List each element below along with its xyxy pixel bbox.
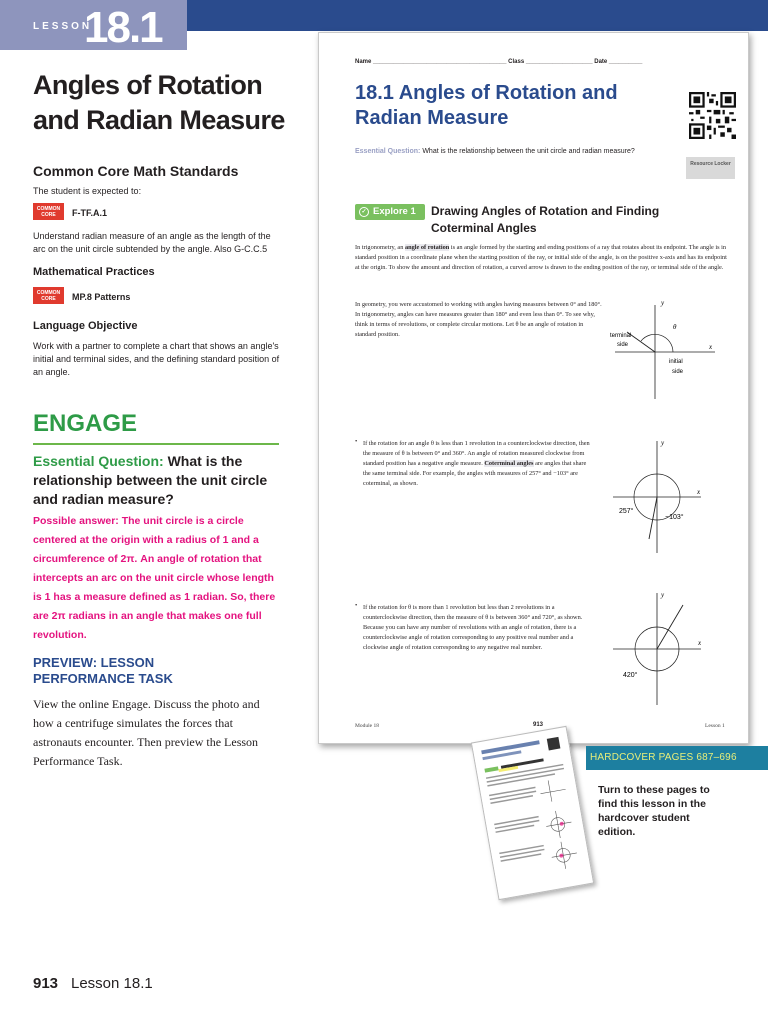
fig1-y-label: y [661,299,665,307]
page-essential-question [355,148,685,155]
paragraph-angle-of-rotation [355,243,730,273]
page-footer-lesson: Lesson 1 [705,723,725,729]
possible-answer: Possible answer: The unit circle is a circle centered at the origin with a radius of 1 and a circumference of 2π. An angle of rotation that intercepts an arc on the unit circle whose length is 1 has a measure defined as 1 radian. So, there are 2π radians in an angle that makes one full revolution. [33,515,276,641]
practice-code: MP.8 Patterns [72,292,131,302]
hardcover-instructions: Turn to these pages to find this lesson in the hardcover student edition. [598,784,710,838]
fig2-neg103-label: −103° [665,514,684,521]
fig3-y-label: y [661,591,665,599]
lesson-title: Angles of Rotation and Radian Measure [33,70,285,135]
standard-code: F-TF.A.1 [72,208,107,218]
engage-divider [33,443,279,445]
para1-start: In trigonometry, an [355,244,405,251]
essential-question-label: Essential Question: [33,453,164,469]
hardcover-pages-bar: HARDCOVER PAGES 687–696 [586,746,768,770]
fig3-x-label: x [698,639,702,647]
fig3-420-label: 420° [623,672,638,679]
resource-locker-button[interactable]: Resource Locker [686,157,735,179]
footer-page-number: 913 [33,975,59,992]
fig2-257-label: 257° [619,508,634,515]
explore-icon: ✓ [359,207,369,217]
bullet-icon: • [355,438,358,445]
paragraph-multiple-revolutions: If the rotation for θ is more than 1 revolution but less than 2 revolutions in a counterclockwise direction, then the measure of θ is between 360° and 720°, as shown. Because you can have any number of revolutions with an angle of rotation, there is a counterclockwise angle of rotation corresponding to any positive real number and a clockwise angle of rotation corresponding to any negative real number. [363,604,583,651]
fig1-initial-side-label: side [672,369,684,375]
lesson-word: LESSON [33,21,93,32]
page-essential-question-text: What is the relationship between the unit circle and radian measure? [422,148,635,155]
explore-label: Explore 1 [355,204,425,220]
fig1-initial-label: initial [669,359,683,365]
fig2-y-label: y [661,439,665,447]
para3-end: are angles that share the same terminal side. For example, the angles with measures of 257° and −103° are coterminal, as shown. [363,460,587,487]
common-core-badge: COMMON CORE [33,287,64,304]
common-core-badge: COMMON CORE [33,203,64,220]
paragraph-coterminal [363,439,595,489]
para3-start: If the rotation for an angle θ is less than 1 revolution in a counterclockwise direction, then the measure of θ is between 0° and 360°. An angle of rotation measured clockwise from standard position has a negative angle measure. [363,440,590,467]
standard-description: Understand radian measure of an angle as the length of the arc on the unit circle subtended by the angle. Also G-C.C.5 [33,231,271,254]
standards-subtitle: The student is expected to: [33,186,142,196]
essential-question-text: What is the relationship between the unit circle and radian measure? [33,453,268,507]
fig2-x-label: x [697,488,701,496]
fig1-theta-label: θ [673,323,677,331]
page-title: 18.1 Angles of Rotation and Radian Measure [355,82,618,129]
term-coterminal-angles: Coterminal angles [484,460,534,467]
bullet-icon: • [355,602,358,609]
preview-text: View the online Engage. Discuss the photo and how a centrifuge simulates the forces that astronauts encounter. Then preview the Lesson Performance Task. [33,697,260,768]
explore-title: Drawing Angles of Rotation and Finding Coterminal Angles [431,204,660,235]
page-footer-number: 913 [533,722,544,728]
lesson-number: 18.1 [84,3,162,52]
student-page [318,32,749,744]
term-angle-of-rotation: angle of rotation [404,244,450,251]
fig1-terminal-label: terminal [610,333,632,339]
engage-heading: ENGAGE [33,410,138,437]
page-footer-module: Module 18 [355,723,379,729]
footer-lesson: Lesson 18.1 [71,975,153,992]
practices-heading: Mathematical Practices [33,266,155,278]
para1-end: is an angle formed by the starting and ending positions of a ray that rotates about its endpoint. The angle is in standard position in a coordinate plane when the starting position of the ray, or initial side of the angle, is on the positive x-axis and has its endpoint at the origin. To show the amount and direction of rotation, a curved arrow is drawn to the ending position of the ray, or terminal side of the angle. [355,244,727,271]
coterminal-angles-diagram [601,435,721,555]
fig1-x-label: x [709,343,713,351]
name-class-date-line: Name ________________________________________ Class ____________________ Date __________ [355,59,643,65]
standards-heading: Common Core Math Standards [33,163,239,179]
standard-position-diagram [605,297,725,402]
preview-heading: PREVIEW: LESSON PERFORMANCE TASK [33,655,173,686]
multiple-revolution-diagram [601,587,721,707]
language-objective-text: Work with a partner to complete a chart that shows an angle's initial and terminal sides, and the defining standard position of an angle. [33,341,280,377]
hardcover-page-thumbnail [471,726,594,900]
paragraph-revolutions: In geometry, you were accustomed to working with angles having measures between 0° and 180°. In trigonometry, angles can have measures greater than 180° and even less than 0°. To see why, think in terms of revolutions, or complete circular motions. Let θ be an angle of rotation in standard position. [355,301,602,338]
language-objective-heading: Language Objective [33,320,138,332]
page-essential-question-label: Essential Question: [355,148,421,155]
fig1-terminal-side-label: side [617,342,629,348]
essential-question [33,452,283,509]
qr-code-icon[interactable] [689,92,736,139]
top-bar [187,0,768,31]
